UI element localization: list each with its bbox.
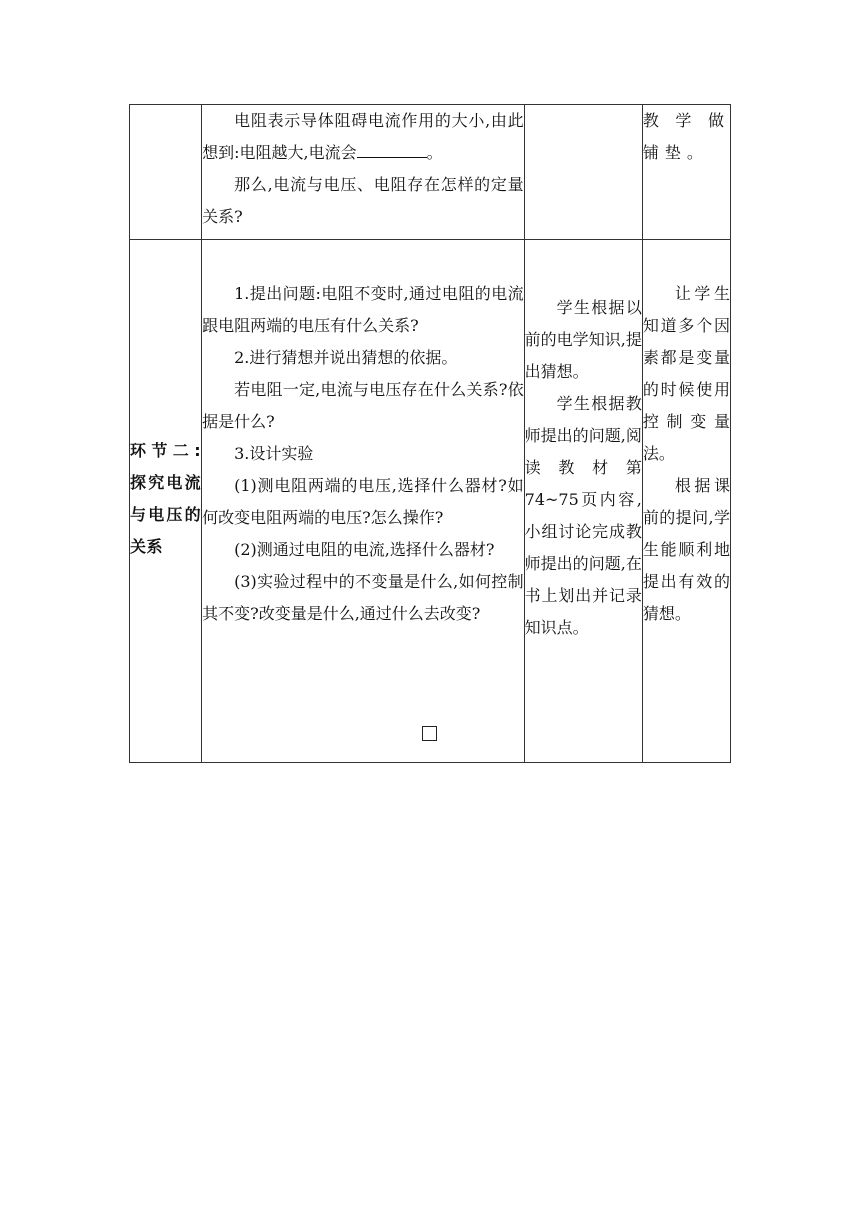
page-marker-box [422,726,437,741]
stage-label: 环节二:探究电流与电压的关系 [130,441,202,556]
table-row [130,105,731,240]
design-intent-text: 教学做铺垫。 [642,111,730,162]
stage-cell [130,240,202,763]
content-paragraph: (3)实验过程中的不变量是什么,如何控制其不变?改变量是什么,通过什么去改变? [202,572,524,623]
content-paragraph: 2.进行猜想并说出猜想的依据。 [234,348,458,367]
lesson-plan-table [129,104,731,763]
content-paragraph: 若电阻一定,电流与电压存在什么关系?依据是什么? [202,380,524,431]
content-paragraph: 那么,电流与电压、电阻存在怎样的定量关系? [202,175,524,226]
student-activity-text: 学生根据教师提出的问题,阅读教材第74~75页内容,小组讨论完成教师提出的问题,在书上划出并记录知识点。 [524,394,642,637]
student-activity-cell [524,240,642,763]
paragraph-text: 。 [426,143,443,162]
teacher-activity-cell [202,240,525,763]
fill-in-blank [357,137,427,158]
content-paragraph: (2)测通过电阻的电流,选择什么器材? [234,540,495,559]
table-row [130,240,731,763]
teacher-activity-cell [202,105,525,240]
design-intent-text: 让学生知道多个因素都是变量的时候使用控制变量法。 [642,284,730,463]
content-paragraph: (1)测电阻两端的电压,选择什么器材?如何改变电阻两端的电压?怎么操作? [202,476,524,527]
paragraph-text: 电阻表示导体阻碍电流作用的大小,由此想到:电阻越大,电流会 [202,111,524,162]
design-intent-cell [642,240,730,763]
content-paragraph: 3.设计实验 [234,444,314,463]
stage-cell [130,105,202,240]
design-intent-cell [642,105,730,240]
design-intent-text: 根据课前的提问,学生能顺利地提出有效的猜想。 [642,476,730,623]
student-activity-cell [524,105,642,240]
content-paragraph: 1.提出问题:电阻不变时,通过电阻的电流跟电阻两端的电压有什么关系? [202,284,524,335]
student-activity-text: 学生根据以前的电学知识,提出猜想。 [524,298,642,381]
content-paragraph [202,105,524,169]
